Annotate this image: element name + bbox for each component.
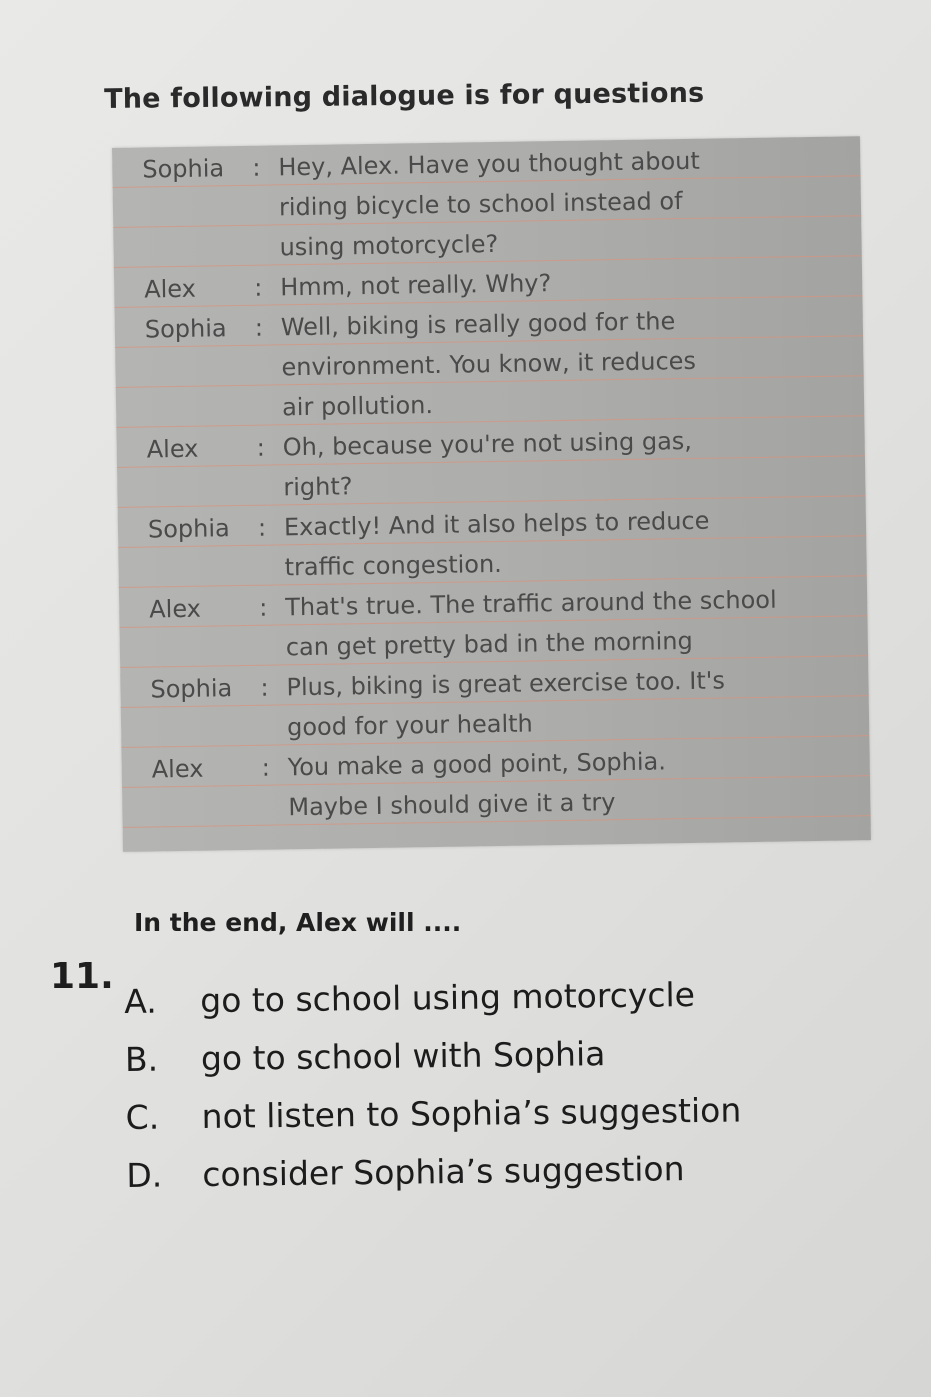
dialogue-text: Hmm, not really. Why? xyxy=(279,269,552,302)
dialogue-text: That's true. The traffic around the school xyxy=(285,585,777,622)
question-number: 11. xyxy=(50,956,114,997)
question-prompt: In the end, Alex will .... xyxy=(134,908,462,937)
speaker-name: Alex xyxy=(149,594,202,624)
option-a[interactable] xyxy=(124,975,696,1040)
option-text: consider Sophia’s suggestion xyxy=(202,1149,685,1195)
speaker-name: Sophia xyxy=(144,314,227,344)
speaker-colon: : xyxy=(259,593,268,622)
speaker-name xyxy=(143,234,253,236)
speaker-name: Sophia xyxy=(147,514,230,544)
speaker-colon: : xyxy=(252,153,261,182)
speaker-name xyxy=(145,354,255,356)
speaker-colon: : xyxy=(256,433,266,462)
dialogue-text: riding bicycle to school instead of xyxy=(278,187,683,222)
dialogue-text: using motorcycle? xyxy=(279,229,499,262)
dialogue-text: traffic congestion. xyxy=(284,549,503,582)
dialogue-text: Hey, Alex. Have you thought about xyxy=(278,146,700,182)
speaker-colon: : xyxy=(254,313,264,342)
speaker-colon: : xyxy=(261,753,271,782)
option-text: not listen to Sophia’s suggestion xyxy=(201,1090,742,1137)
option-letter: A. xyxy=(124,981,157,1021)
speaker-name xyxy=(148,554,258,556)
option-b[interactable] xyxy=(124,1034,606,1098)
answer-options xyxy=(124,975,742,1214)
dialogue-text: can get pretty bad in the morning xyxy=(285,626,693,662)
speaker-name xyxy=(152,794,262,796)
speaker-name xyxy=(151,714,261,716)
dialogue-text: environment. You know, it reduces xyxy=(281,346,697,382)
dialogue-text: air pollution. xyxy=(281,390,434,422)
speaker-name: Sophia xyxy=(150,674,233,704)
speaker-colon: : xyxy=(257,513,267,542)
speaker-name xyxy=(143,194,253,196)
option-c[interactable] xyxy=(125,1090,742,1156)
option-letter: D. xyxy=(126,1155,163,1195)
dialogue-text: good for your health xyxy=(286,709,533,742)
option-text: go to school with Sophia xyxy=(200,1034,606,1079)
speaker-name xyxy=(150,634,260,636)
option-letter: C. xyxy=(125,1097,160,1137)
option-d[interactable] xyxy=(126,1149,685,1214)
dialogue-text: right? xyxy=(283,472,353,502)
dialogue-text: You make a good point, Sophia. xyxy=(287,747,667,782)
speaker-name xyxy=(146,394,256,396)
speaker-name: Alex xyxy=(144,274,197,304)
speaker-colon: : xyxy=(260,673,269,702)
dialogue-box xyxy=(112,136,871,852)
dialogue-text: Plus, biking is great exercise too. It's xyxy=(286,666,726,702)
dialogue-text: Exactly! And it also helps to reduce xyxy=(283,506,710,542)
option-text: go to school using motorcycle xyxy=(199,975,696,1021)
speaker-name xyxy=(147,474,257,476)
speaker-name: Alex xyxy=(151,754,204,784)
speaker-name: Sophia xyxy=(142,154,225,184)
dialogue-text: Maybe I should give it a try xyxy=(288,788,616,822)
speaker-name: Alex xyxy=(146,434,199,464)
option-letter: B. xyxy=(124,1039,159,1079)
speaker-colon: : xyxy=(253,273,263,302)
dialogue-text: Oh, because you're not using gas, xyxy=(282,426,693,462)
intro-heading: The following dialogue is for questions xyxy=(104,77,705,115)
dialogue-text: Well, biking is really good for the xyxy=(280,307,676,342)
